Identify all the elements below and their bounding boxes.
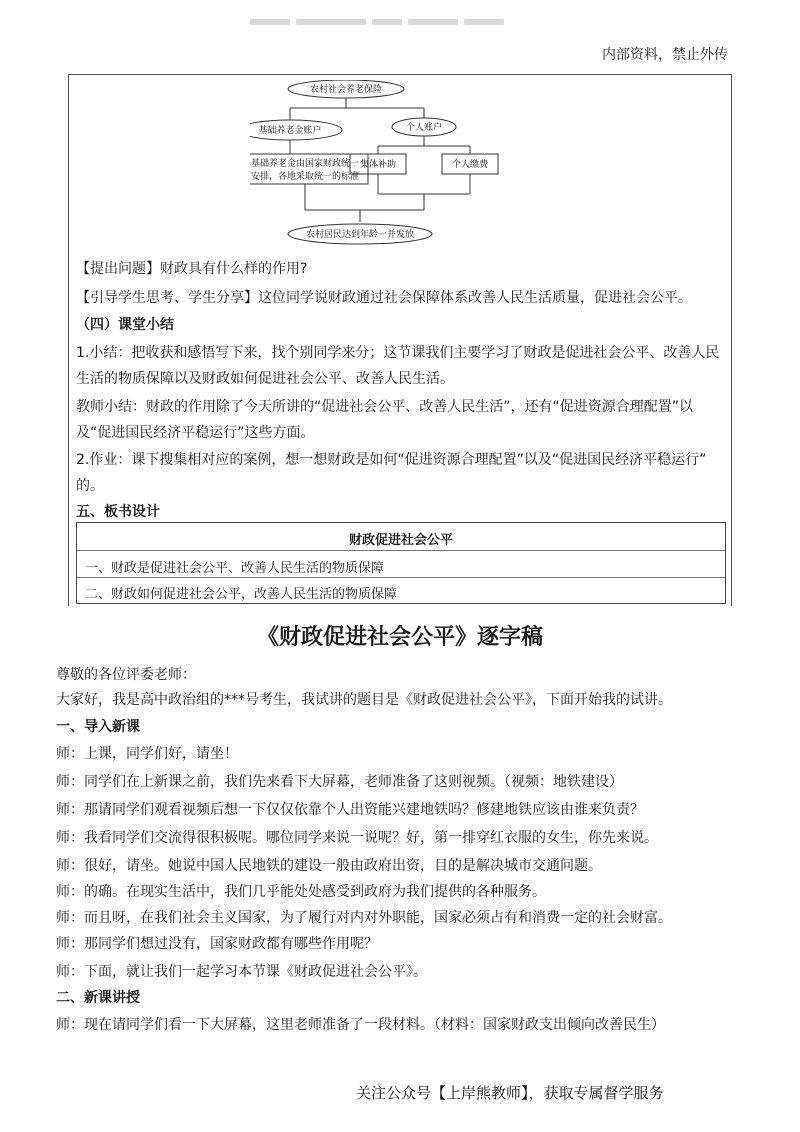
script-line: 师：下面，就让我们一起学习本节课《财政促进社会公平》。 xyxy=(56,964,427,980)
teacher-summary-1: 教师小结：财政的作用除了今天所讲的“促进社会公平、改善人民生活”，还有“促进资源合理配置”以 xyxy=(76,399,694,415)
pension-diagram xyxy=(250,80,550,246)
section-5-heading: 五、板书设计 xyxy=(76,504,160,520)
faded-header-text xyxy=(250,10,550,20)
blackboard-design xyxy=(76,522,726,604)
board-divider xyxy=(77,550,725,551)
teacher-summary-2: 及“促进国民经济平稳运行”这些方面。 xyxy=(76,425,315,441)
script-line: 师：那同学们想过没有，国家财政都有哪些作用呢？ xyxy=(56,936,378,952)
board-title: 财政促进社会公平 xyxy=(348,533,453,548)
question-2: 【引导学生思考、学生分享】这位同学说财政通过社会保障体系改善人民生活质量，促进社会公平。 xyxy=(76,290,692,306)
script-line: 师：现在请同学们看一下大屏幕，这里老师准备了一段材料。（材料：国家财政支出倾向改善民生） xyxy=(56,1017,665,1033)
section-1-heading: 一、导入新课 xyxy=(56,719,140,735)
board-line-1: 一、财政是促进社会公平、改善人民生活的物质保障 xyxy=(85,561,385,576)
section-2-heading: 二、新课讲授 xyxy=(56,990,140,1006)
script-line: 师：很好，请坐。她说中国人民地铁的建设一般由政府出资，目的是解决城市交通问题。 xyxy=(56,858,602,874)
board-divider xyxy=(77,577,725,578)
board-line-2: 二、财政如何促进社会公平，改善人民生活的物质保障 xyxy=(85,587,398,602)
right-label: 个人账户 xyxy=(405,123,443,133)
script-line: 师：的确。在现实生活中，我们几乎能处处感受到政府为我们提供的各种服务。 xyxy=(56,884,546,900)
homework-line-1: 2.作业：课下搜集相对应的案例，想一想财政是如何“促进资源合理配置”以及“促进国民经济平稳运行” xyxy=(76,452,707,468)
script-line: 师：上课，同学们好，请坐！ xyxy=(56,746,238,762)
script-line: 师：同学们在上新课之前，我们先来看下大屏幕，老师准备了这则视频。（视频：地铁建设） xyxy=(56,774,623,790)
homework-line-2: 的。 xyxy=(76,478,104,494)
script-title: 《财政促进社会公平》逐字稿 xyxy=(256,624,543,650)
script-line: 师：而且呀，在我们社会主义国家，为了履行对内对外职能，国家必须占有和消费一定的社会财富。 xyxy=(56,910,672,926)
intro: 大家好，我是高中政治组的***号考生，我试讲的题目是《财政促进社会公平》，下面开始我的试讲。 xyxy=(56,692,672,708)
left-desc-2: 安排，各地采取统一的标准 xyxy=(250,172,360,182)
greeting: 尊敬的各位评委老师： xyxy=(56,667,196,683)
section-4-heading: （四）课堂小结 xyxy=(76,317,174,333)
question-1: 【提出问题】财政具有什么样的作用? xyxy=(76,261,308,277)
root-label: 农村社会养老保险 xyxy=(309,85,383,95)
right-a-label: 集体补助 xyxy=(359,160,397,170)
bottom-label: 农村居民达到年龄一并发放 xyxy=(305,230,415,240)
summary-line-2: 生活的物质保障以及财政如何促进社会公平、改善人民生活。 xyxy=(76,371,454,387)
summary-line-1: 1.小结：把收获和感悟写下来，找个别同学来分；这节课我们主要学习了财政是促进社会公平、改善人民 xyxy=(76,345,720,361)
right-b-label: 个人缴费 xyxy=(451,160,489,170)
script-line: 师：我看同学们交流得很积极呢。哪位同学来说一说呢？好，第一排穿红衣服的女生，你先来说。 xyxy=(56,830,658,846)
left-label: 基础养老金账户 xyxy=(258,126,322,136)
left-desc-1: 基础养老金由国家财政统一 xyxy=(250,159,360,169)
footer-promo: 关注公众号【上岸熊教师】，获取专属督学服务 xyxy=(356,1084,664,1102)
script-line: 师：那请同学们观看视频后想一下仅仅依靠个人出资能兴建地铁吗？修建地铁应该由谁来负责？ xyxy=(56,802,644,818)
confidential-note: 内部资料，禁止外传 xyxy=(602,47,728,63)
